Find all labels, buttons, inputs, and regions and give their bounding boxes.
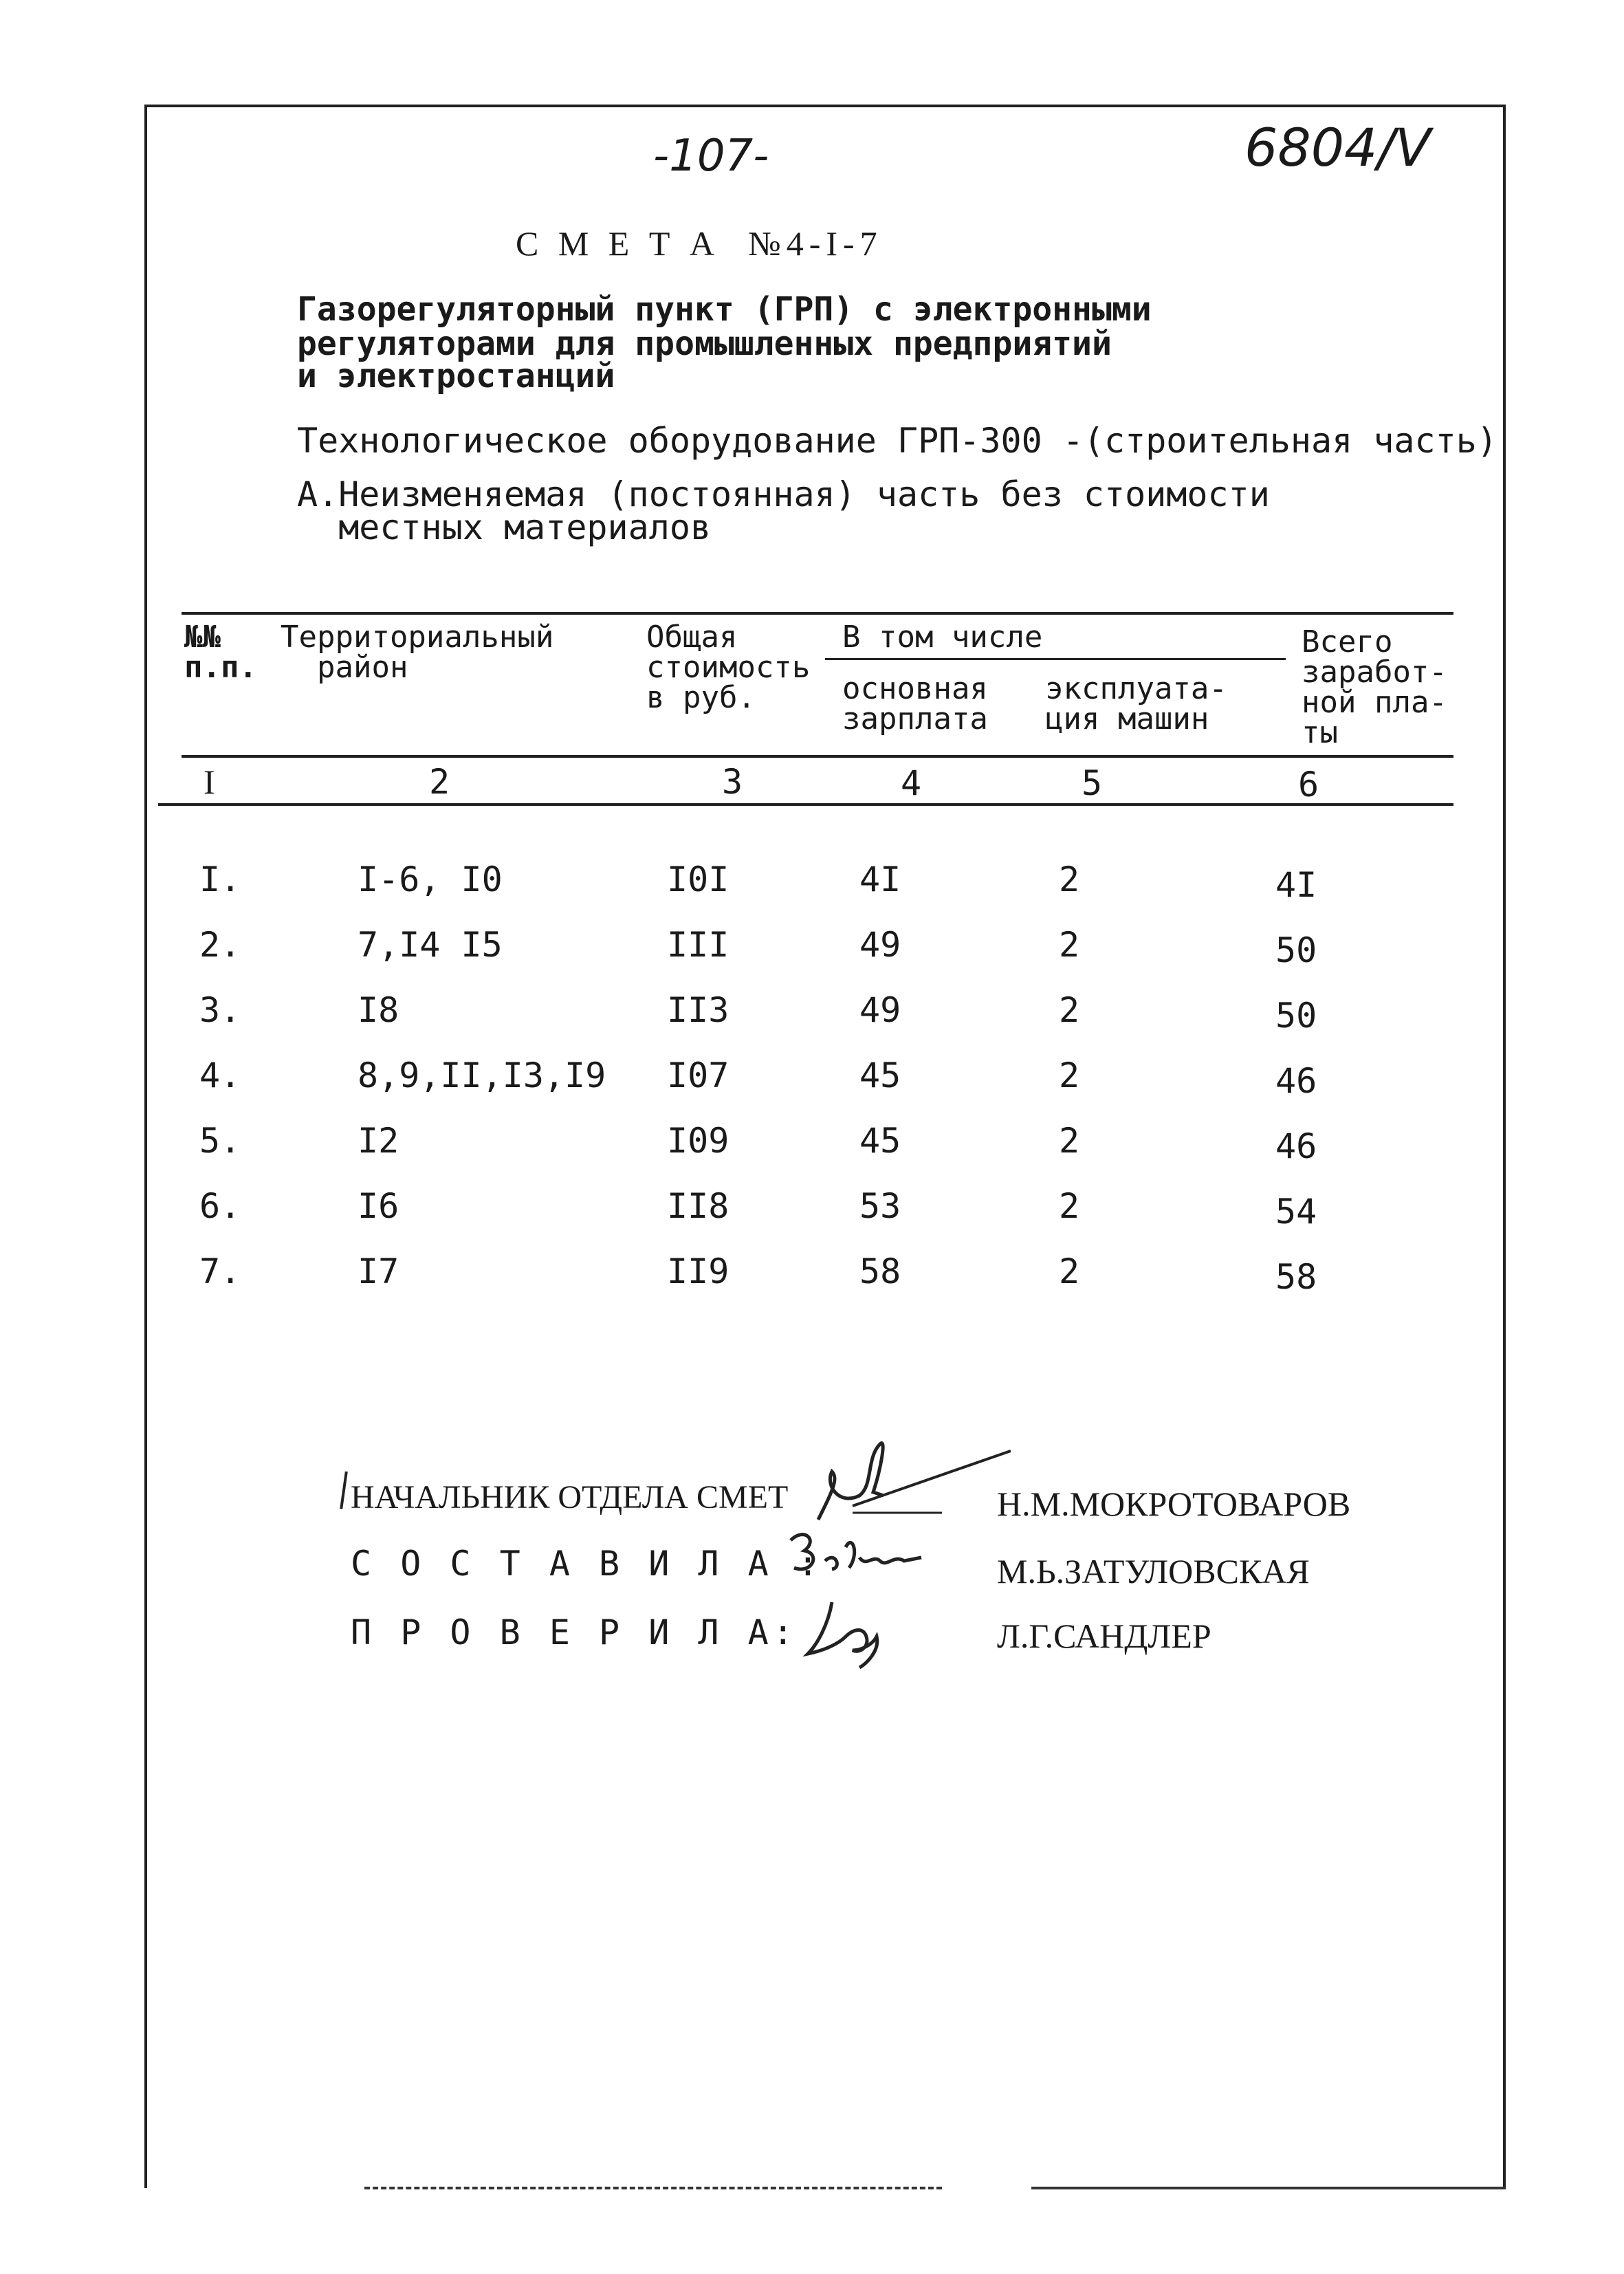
subject-line-2: регуляторами для промышленных предприятий: [297, 325, 1112, 363]
header-base-wage: основная зарплата: [842, 671, 988, 736]
cell-num: 7.: [199, 1251, 241, 1291]
cell-num: 2.: [199, 925, 241, 965]
cell-total-wage: 58: [1275, 1257, 1317, 1297]
signature-name-2: М.Ь.ЗАТУЛОВСКАЯ: [997, 1552, 1310, 1590]
cell-base-wage: 58: [859, 1251, 901, 1291]
cell-total: II8: [667, 1186, 729, 1226]
cell-num: 5.: [199, 1121, 241, 1161]
cell-num: 3.: [199, 990, 241, 1030]
cell-total: I0I: [667, 860, 729, 899]
section-heading: Технологическое оборудование ГРП-300 -(строительная часть): [297, 421, 1497, 461]
table-top-rule: [182, 612, 1453, 615]
cell-machines: 2: [1059, 1251, 1080, 1291]
frame-right-border: [1503, 105, 1506, 2188]
cell-machines: 2: [1059, 925, 1080, 965]
handwritten-signature-1: [791, 1430, 1024, 1540]
cell-total-wage: 46: [1275, 1126, 1317, 1166]
col-number-3: 3: [722, 762, 743, 802]
header-group-rule: [825, 658, 1286, 660]
document-code: 6804/V: [1244, 117, 1431, 178]
cell-base-wage: 45: [859, 1056, 901, 1095]
cell-base-wage: 49: [859, 925, 901, 965]
signature-name-3: Л.Г.САНДЛЕР: [997, 1617, 1211, 1655]
col-number-2: 2: [429, 762, 450, 802]
header-region: Территориальный район: [281, 620, 554, 685]
cell-region: I8: [358, 990, 399, 1030]
cell-total-wage: 4I: [1275, 865, 1317, 905]
numbers-bottom-rule: [158, 803, 1453, 806]
cell-region: I2: [358, 1121, 399, 1161]
cell-base-wage: 53: [859, 1186, 901, 1226]
header-total: Общая стоимость в руб.: [646, 620, 811, 715]
signature-name-1: Н.М.МОКРОТОВАРОВ: [997, 1485, 1351, 1523]
document-title: С М Е Т А №4-I-7: [516, 224, 883, 263]
cell-region: 8,9,II,I3,I9: [358, 1056, 606, 1095]
col-number-4: 4: [901, 763, 922, 803]
cell-total: II3: [667, 990, 729, 1030]
cell-base-wage: 49: [859, 990, 901, 1030]
col-number-1: I: [204, 763, 215, 801]
part-line-2: местных материалов: [297, 507, 712, 547]
header-machines: эксплуата- ция машин: [1045, 671, 1227, 736]
signature-role-1: НАЧАЛЬНИК ОТДЕЛА СМЕТ: [351, 1479, 789, 1516]
cell-total: I07: [667, 1056, 729, 1095]
cell-base-wage: 4I: [859, 860, 901, 899]
cell-num: I.: [199, 860, 241, 899]
cell-num: 4.: [199, 1056, 241, 1095]
cell-total-wage: 54: [1275, 1192, 1317, 1232]
part-line-1: А.Неизменяемая (постоянная) часть без стоимости: [297, 474, 1270, 514]
cell-num: 6.: [199, 1186, 241, 1226]
cell-region: I-6, I0: [358, 860, 503, 899]
cell-region: I6: [358, 1186, 399, 1226]
page-number: -107-: [653, 131, 769, 182]
cell-machines: 2: [1059, 990, 1080, 1030]
cell-region: I7: [358, 1251, 399, 1291]
col-number-6: 6: [1298, 765, 1319, 805]
signature-role-2: С О С Т А В И Л А :: [351, 1544, 822, 1584]
frame-left-border: [144, 105, 147, 2188]
cell-machines: 2: [1059, 1186, 1080, 1226]
margin-tick: [340, 1472, 351, 1510]
frame-top-border: [146, 105, 1504, 107]
cell-total-wage: 46: [1275, 1061, 1317, 1101]
cell-region: 7,I4 I5: [358, 925, 503, 965]
handwritten-signature-2: [784, 1527, 949, 1588]
frame-bottom-border-right: [1031, 2187, 1506, 2189]
handwritten-signature-3: [798, 1595, 908, 1671]
cell-total: III: [667, 925, 729, 965]
cell-total: I09: [667, 1121, 729, 1161]
header-bottom-rule: [182, 755, 1453, 758]
cell-total: II9: [667, 1251, 729, 1291]
cell-total-wage: 50: [1275, 996, 1317, 1036]
col-number-5: 5: [1082, 763, 1103, 803]
cell-machines: 2: [1059, 1056, 1080, 1095]
signature-role-3: П Р О В Е Р И Л А:: [351, 1612, 798, 1652]
frame-bottom-border-left: [364, 2187, 942, 2189]
subject-line-1: Газорегуляторный пункт (ГРП) с электронными: [297, 290, 1152, 329]
header-group: В том числе: [842, 620, 1043, 655]
cell-machines: 2: [1059, 860, 1080, 899]
cell-base-wage: 45: [859, 1121, 901, 1161]
cell-machines: 2: [1059, 1121, 1080, 1161]
subject-line-3: и электростанций: [297, 357, 615, 395]
header-num: №№ п.п.: [184, 620, 257, 685]
cell-total-wage: 50: [1275, 930, 1317, 970]
header-total-wage: Всего заработ- ной пла- ты: [1302, 624, 1447, 750]
